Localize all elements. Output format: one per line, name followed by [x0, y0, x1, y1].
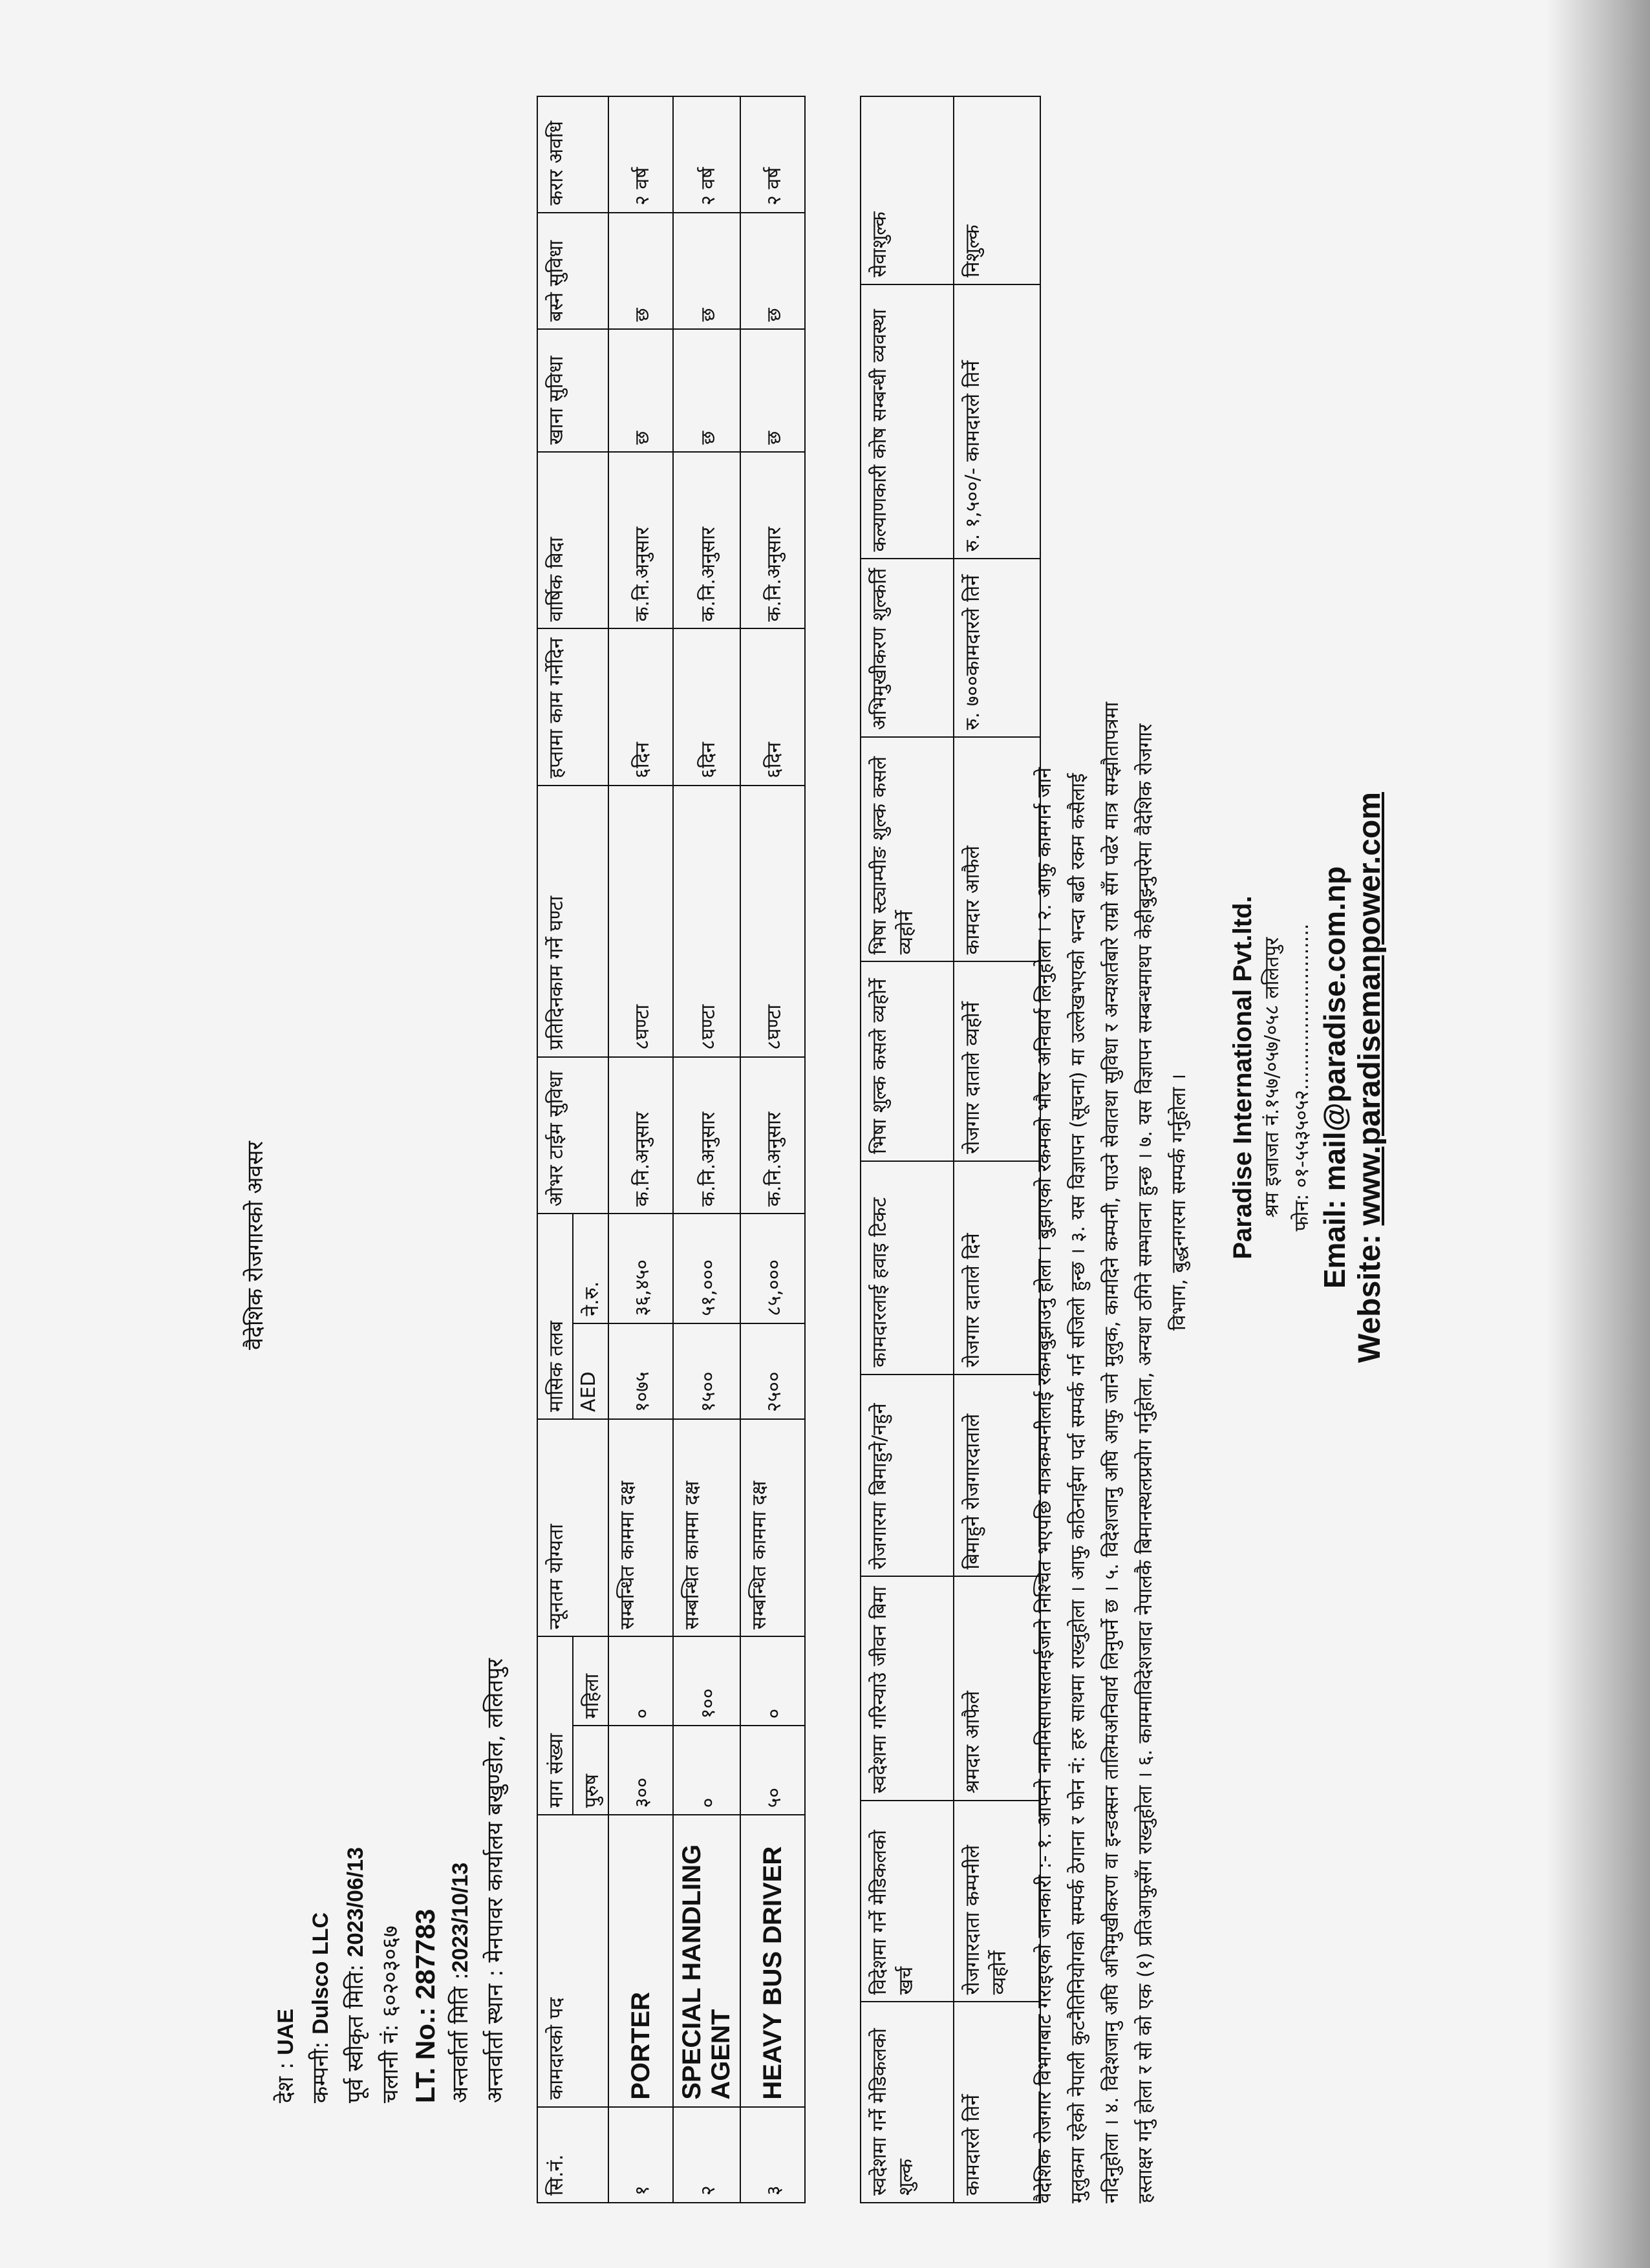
- col-position: कामदारको पद: [537, 1815, 608, 2106]
- ref-row: चलानी नं: ६०२०३०६७: [378, 1925, 403, 2103]
- preapproval-date: 2023/06/13: [343, 1846, 368, 1958]
- table-row: ३ HEAVY BUS DRIVER ५० ० सम्बन्धित काममा दक्ष २५०० ८५,००० क.नि.अनुसार ८घण्टा ६दिन क.नि.अनुसार छ छ २ वर्ष: [740, 96, 805, 2203]
- col-contract: करार अवधि: [537, 96, 608, 213]
- preapproval-row: पूर्व स्वीकृत मिति: 2023/06/13: [343, 1846, 369, 2103]
- email-link[interactable]: mail@paradise.com.np: [1318, 866, 1351, 1192]
- table-row: १ PORTER ३०० ० सम्बन्धित काममा दक्ष १०७५ ३६,४५० क.नि.अनुसार ८घण्टा ६दिन क.नि.अनुसार छ छ २ वर्ष: [608, 96, 673, 2203]
- col-qualification: न्यूनतम योग्यता: [537, 1419, 608, 1636]
- jobs-table: [537, 96, 806, 2203]
- interview-date-row: अन्तर्वार्ता मिति :2023/10/13: [447, 1862, 473, 2103]
- country-value: UAE: [273, 2008, 298, 2055]
- col-female: महिला: [573, 1636, 608, 1726]
- col-leave: वार्षिक बिदा: [537, 452, 608, 629]
- phone-number: फोन: ०१-५५३५०५२...........................: [1291, 923, 1313, 1232]
- job-position: SPECIAL HANDLING AGENT: [673, 1815, 740, 2106]
- website-line: Website: www.paradisemanpower.com: [1353, 792, 1387, 1363]
- company-value: Dulsco LLC: [308, 1912, 333, 2035]
- col-male: पुरुष: [573, 1726, 608, 1815]
- col-npr: ने.रु.: [573, 1214, 608, 1323]
- jobs-header-row: [537, 96, 573, 2203]
- lt-number-row: LT. No.: 287783: [410, 1909, 440, 2103]
- col-lodging: बस्ने सुविधा: [537, 213, 608, 329]
- col-overtime: ओभर टाईम सुविधा: [537, 1057, 608, 1214]
- website-link[interactable]: www.paradisemanpower.com: [1353, 792, 1387, 1226]
- col-aed: AED: [573, 1323, 608, 1419]
- cost-table: [860, 96, 1041, 2203]
- col-demand: माग संख्या: [537, 1636, 573, 1815]
- cost-header-row: स्वदेशमा गर्ने मेडिकलको शुल्क विदेशमा गर्ने मेडिकलको खर्च स्वदेशमा गरिन्याउे जीवन बिमा रोजगारमा बिमाहुने/नहुने कामदारलाई हवाइ टिकट भिषा शुल्क कसले व्यहोर्ने भिषा स्ट्याम्पीङ शुल्क कसले व्यहोर्ने अभिमुखीकरण शुल्कर्ति कल्याणकारी कोष सम्बन्धी व्यवस्था सेवाशुल्क: [861, 96, 954, 2203]
- page-title: वैदेशिक रोजगारको अवसर: [242, 1140, 268, 1350]
- license-number: श्रम इजाजत नं.१५७/०५७/०५८ ललितपुर: [1261, 937, 1283, 1218]
- col-food: खाना सुविधा: [537, 329, 608, 452]
- agency-name: Paradise International Pvt.ltd.: [1228, 895, 1257, 1259]
- col-sn: सि.नं.: [537, 2107, 608, 2203]
- header-info: [268, 1658, 513, 2103]
- department-notes: वैदेशिक रोजगार विभागबाट गराइएको जानकारी :- १. आफ्नो नाममिसापासतमईजाने निश्चित भएपछि मात्रकम्पनीलाई रकमबुझाउनु होला । बुझाएको रकमको भौचर अनिवार्य लिनुहोला । २. आफु कामगर्न जाने मुलुकमा रहेको नेपाली कुटनैतिनियोगको सम्पर्क ठेगाना र फोन नं: हरु साथमा राख्नुहोला । आफु कठिनाईमा पर्दा सम्पर्क गर्न सजिलो हुन्छ । ३. यस विज्ञापन (सूचना) मा उल्लेखभएको भन्दा बढी रकम कसैलाई नदिनुहोला । ४. विदेशजानु अघि अभिमुखीकरण वा इन्डक्सन तालिमअनिवार्य लिनुपर्ने छ । ५. विदेशजानु अघि आफु जाने मुलुक, कामदिने कम्पनी, पाउने सेवातथा सुविधा र अन्यशर्तबारे राम्रो सँग पढेर मात्र सम्झौतापत्रमा हस्ताक्षर गर्नु होला र सो को एक (१) प्रतिआफुसँग राख्नुहोला । ६. काममाविदेशजादा नेपालकै बिमानस्थलप्रयोग गर्नुहोला, अन्यथा ठगिने सम्भावना हुन्छ । ७. यस विज्ञापन सम्बन्धमाथप केहीबुझ्नुपरेमा वैदेशिक रोजगार विभाग, बुद्धनगरमा सम्पर्क गर्नुहोला ।: [1033, 701, 1190, 2203]
- col-hours: प्रतिदिनकाम गर्ने घण्टा: [537, 786, 608, 1057]
- table-row: २ SPECIAL HANDLING AGENT ० १०० सम्बन्धित काममा दक्ष १५०० ५१,००० क.नि.अनुसार ८घण्टा ६दिन क.नि.अनुसार छ छ २ वर्ष: [673, 96, 740, 2203]
- lt-number: 287783: [410, 1909, 440, 2000]
- interview-date: 2023/10/13: [448, 1862, 473, 1973]
- job-position: PORTER: [608, 1815, 673, 2106]
- cost-value-row: कामदारले तिर्ने रोजगारदाता कम्पनीले व्यहोर्ने श्रमदार आफैले बिमाहुने रोजगारदाताले रोजगार दाताले दिने रोजगार दाताले व्यहोर्ने कामदार आफैले रु. ७००कामदारले तिर्ने रु. १,५००/- कामदारले तिर्ने निशुल्क: [954, 96, 1040, 2203]
- agency-footer: [1228, 792, 1388, 1363]
- email-line: Email: mail@paradise.com.np: [1318, 866, 1351, 1289]
- job-position: HEAVY BUS DRIVER: [740, 1815, 805, 2106]
- country-row: देश : UAE: [273, 2008, 299, 2103]
- ref-number: ६०२०३०६७: [378, 1925, 403, 2017]
- interview-place: अन्तर्वार्ता स्थान : मेनपावर कार्यालय बखुण्डोल, ललितपुर: [482, 1658, 508, 2103]
- col-days: हप्तामा काम गर्नेदिन: [537, 628, 608, 785]
- company-row: कम्पनी: Dulsco LLC: [308, 1912, 334, 2103]
- col-salary: मासिक तलब: [537, 1214, 573, 1419]
